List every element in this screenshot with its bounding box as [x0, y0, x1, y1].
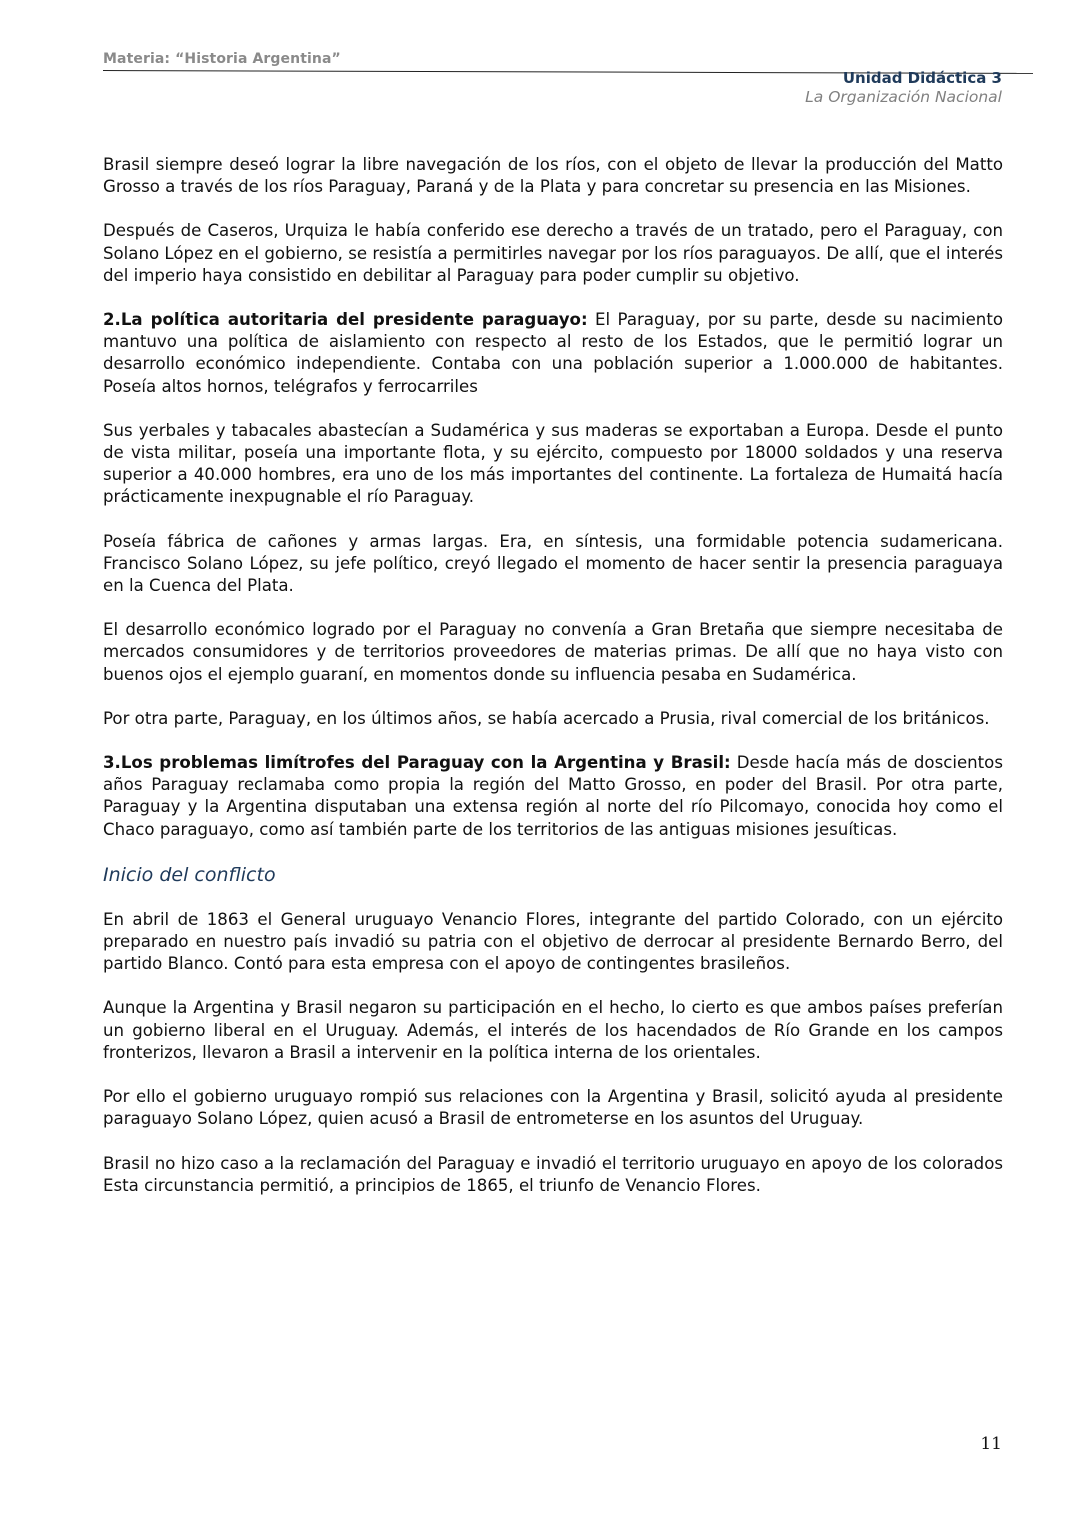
- paragraph-text: Después de Caseros, Urquiza le había conferido ese derecho a través de un tratado, pero el Paraguay, con Solano López en el gobierno, se resistía a permitirles navegar por los ríos paraguayos. De allí, que el interés del imperio haya consistido en debilitar al Paraguay para poder cumplir su objetivo.: [103, 221, 1003, 285]
- paragraph-heading: 3.Los problemas limítrofes del Paraguay con la Argentina y Brasil:: [103, 753, 731, 773]
- paragraph-text: Desde hacía más de doscientos años Paraguay reclamaba como propia la región del Matto Grosso, en poder del Brasil. Por otra parte, Paraguay y la Argentina disputaban una extensa región al norte del río Pilcomayo, conocida hoy como el Chaco paraguayo, como así también parte de los territorios de las antiguas misiones jesuíticas.: [103, 753, 1003, 839]
- paragraph-heading: 2.La política autoritaria del presidente paraguayo:: [103, 310, 588, 330]
- section-title: Inicio del conflicto: [103, 863, 276, 886]
- paragraph: [103, 752, 1003, 841]
- paragraph-text: Poseía fábrica de cañones y armas largas. Era, en síntesis, una formidable potencia sudamericana. Francisco Solano López, su jefe político, creyó llegado el momento de hacer sentir la presencia paraguaya en la Cuenca del Plata.: [103, 531, 1003, 596]
- paragraph-text: El Paraguay, por su parte, desde su nacimiento mantuvo una política de aislamiento con respecto al resto de los Estados, que le permitió lograr un desarrollo económico independiente. Contaba con una población superior a 1.000.000 de habitantes. Poseía altos hornos, telégrafos y ferrocarriles: [103, 310, 1003, 396]
- paragraph-text: Aunque la Argentina y Brasil negaron su participación en el hecho, lo cierto es que ambos países preferían un gobierno liberal en el Uruguay. Además, el interés de los hacendados de Río Grande en los campos fronterizos, llevaron a Brasil a intervenir en la política interna de los orientales.: [103, 998, 1003, 1062]
- paragraph-text: El desarrollo económico logrado por el Paraguay no convenía a Gran Bretaña que siempre necesitaba de mercados consumidores y de territorios proveedores de materias primas. De allí que no haya visto con buenos ojos el ejemplo guaraní, en momentos donde su influencia pesaba en Sudamérica.: [103, 620, 1003, 684]
- paragraph: [103, 420, 1003, 509]
- paragraph: [103, 531, 1003, 598]
- paragraph-text: En abril de 1863 el General uruguayo Venancio Flores, integrante del partido Colorado, con un ejército preparado en nuestro país invadió su patria con el objetivo de derrocar al presidente Bernardo Berro, del partido Blanco. Contó para esta empresa con el apoyo de contingentes brasileños.: [103, 909, 1003, 974]
- page-number: 11: [980, 1434, 1002, 1454]
- paragraph: [103, 1153, 1003, 1197]
- paragraph: [103, 708, 1003, 730]
- subject-header: Materia: “Historia Argentina”: [103, 51, 341, 67]
- paragraph-text: Brasil siempre deseó lograr la libre navegación de los ríos, con el objeto de llevar la producción del Matto Grosso a través de los ríos Paraguay, Paraná y de la Plata y para concretar su presencia en las Misiones.: [103, 155, 1003, 197]
- paragraph: [103, 909, 1003, 976]
- unit-subtitle: La Organización Nacional: [805, 88, 1002, 106]
- paragraph-text: Por otra parte, Paraguay, en los últimos años, se había acercado a Prusia, rival comercial de los británicos.: [103, 708, 990, 728]
- paragraph: [103, 619, 1003, 686]
- paragraph: [103, 997, 1003, 1064]
- paragraph: [103, 309, 1003, 398]
- paragraph-text: Brasil no hizo caso a la reclamación del Paraguay e invadió el territorio uruguayo en apoyo de los colorados Esta circunstancia permitió, a principios de 1865, el triunfo de Venancio Flores.: [103, 1153, 1003, 1195]
- unit-title: Unidad Didáctica 3: [842, 69, 1002, 87]
- paragraph-text: Sus yerbales y tabacales abastecían a Sudamérica y sus maderas se exportaban a Europa. Desde el punto de vista militar, poseía una importante flota, y su ejército, compuesto por 18000 soldados y una reserva superior a 40.000 hombres, era uno de los más importantes del continente. La fortaleza de Humaitá hacía prácticamente inexpugnable el río Paraguay.: [103, 420, 1003, 507]
- paragraph: [103, 1086, 1003, 1130]
- paragraph-text: Por ello el gobierno uruguayo rompió sus relaciones con la Argentina y Brasil, solicitó ayuda al presidente paraguayo Solano López, quien acusó a Brasil de entrometerse en los asuntos del Uruguay.: [103, 1087, 1003, 1129]
- document-body: [103, 154, 1003, 1219]
- paragraph: [103, 220, 1003, 287]
- paragraph: [103, 154, 1003, 198]
